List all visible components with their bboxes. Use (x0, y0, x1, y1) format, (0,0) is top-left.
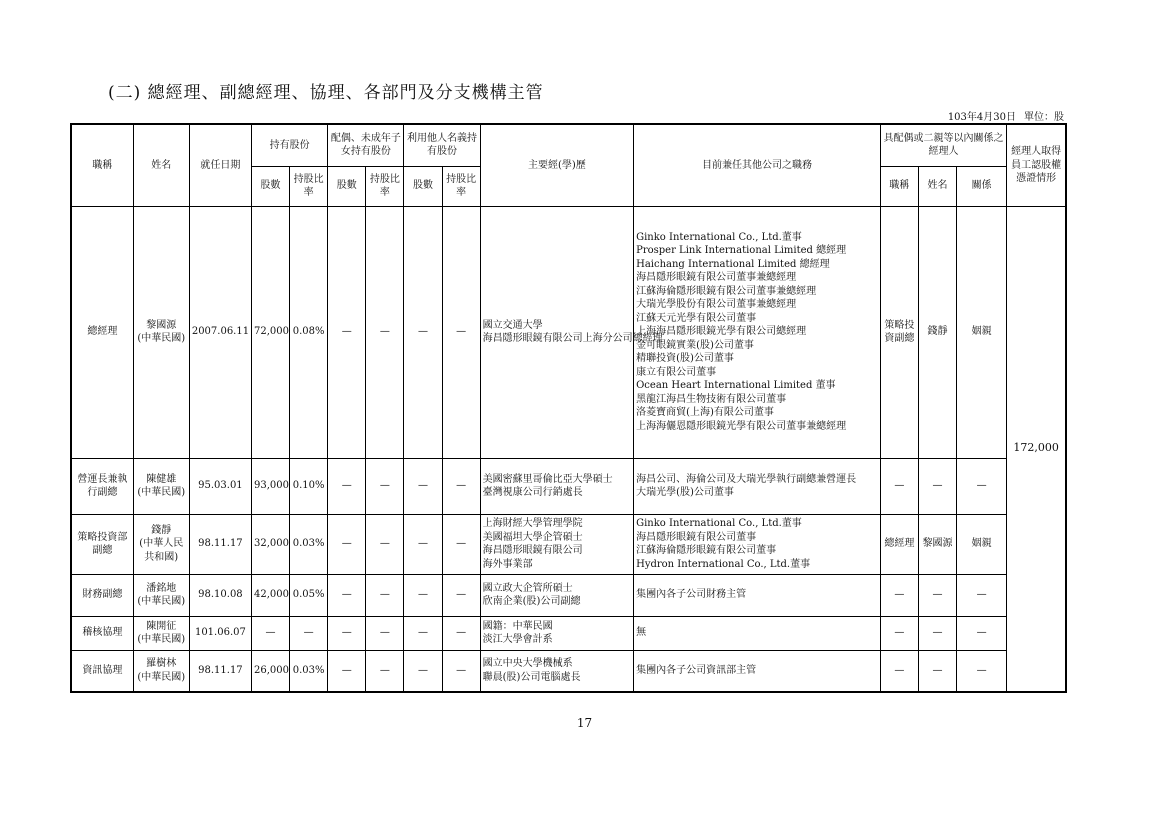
cell-spouse-ratio: — (366, 206, 404, 458)
cell-name-line: 黎國源 (146, 319, 177, 331)
cell-name-line: (中華民國) (137, 596, 186, 607)
cell-ratio: 0.05% (290, 574, 328, 616)
cell-rel-name: — (918, 616, 956, 650)
cell-nominee-shares: — (404, 650, 442, 692)
cell-shares: 42,000 (252, 574, 290, 616)
table-row (71, 458, 1066, 514)
table-row (71, 206, 1066, 458)
cell-experience (480, 206, 663, 458)
cell-experience-line: 國立交通大學 (482, 319, 543, 331)
cell-onboard-date: 98.11.17 (189, 514, 251, 574)
roster-body (71, 206, 1066, 692)
cell-experience (480, 616, 633, 650)
header-experience: 主要經(學)歷 (480, 124, 633, 206)
cell-name (133, 514, 189, 574)
executive-roster-table (70, 123, 1067, 693)
cell-rel-relation: 姻親 (957, 514, 1007, 574)
cell-onboard-date: 98.11.17 (189, 650, 251, 692)
table-row (71, 616, 1066, 650)
cell-rel-position: — (880, 650, 918, 692)
cell-experience-line: 美國福坦大學企管碩士 (482, 531, 583, 543)
cell-shares: 32,000 (252, 514, 290, 574)
cell-rel-relation: — (957, 616, 1007, 650)
cell-concurrent (634, 206, 881, 458)
cell-name (133, 458, 189, 514)
cell-nominee-ratio: — (442, 616, 480, 650)
cell-concurrent-line: 無 (636, 627, 647, 639)
cell-concurrent-line: 江蘇天元光學有限公司董事 (636, 312, 757, 324)
cell-experience-line: 美國密蘇里哥倫比亞大學碩士 (482, 473, 613, 485)
cell-concurrent (634, 574, 881, 616)
cell-spouse-shares: — (328, 458, 366, 514)
cell-name-line: 錢靜 (151, 524, 172, 536)
cell-spouse-ratio: — (366, 616, 404, 650)
header-rel-position: 職稱 (880, 166, 918, 206)
cell-concurrent-line: 上海海儷恩隱形眼鏡光學有限公司董事兼總經理 (636, 420, 847, 432)
cell-experience-line: 臺灣視康公司行銷處長 (482, 487, 583, 498)
header-shareholding: 持有股份 (252, 124, 328, 166)
cell-nominee-shares: — (404, 458, 442, 514)
header-rel-name: 姓名 (918, 166, 956, 206)
cell-name (133, 206, 189, 458)
cell-experience (480, 458, 633, 514)
cell-concurrent-line: Hydron International Co., Ltd.董事 (636, 558, 811, 570)
cell-experience-line: 國籍：中華民國 (482, 620, 553, 632)
cell-concurrent-line: 海昌公司、海倫公司及大瑞光學執行副總兼營運長 (636, 473, 857, 485)
cell-concurrent-line: 海昌隱形眼鏡有限公司董事兼總經理 (636, 272, 797, 284)
cell-rel-position: 策略投資副總 (880, 206, 918, 458)
cell-name (133, 616, 189, 650)
cell-shares: 72,000 (252, 206, 290, 458)
cell-nominee-ratio: — (442, 206, 480, 458)
page-number: 17 (576, 716, 593, 730)
cell-spouse-ratio: — (366, 514, 404, 574)
cell-rel-name: — (918, 574, 956, 616)
header-position: 職稱 (71, 124, 133, 206)
header-warrant: 經理人取得員工認股權憑證情形 (1007, 124, 1066, 206)
cell-shares: 26,000 (252, 650, 290, 692)
cell-experience-line: 國立政大企管所碩士 (482, 582, 573, 594)
cell-spouse-shares: — (328, 574, 366, 616)
cell-name-line: (中華民國) (137, 487, 186, 498)
cell-nominee-ratio: — (442, 650, 480, 692)
cell-concurrent-line: 大瑞光學股份有限公司董事兼總經理 (636, 299, 797, 311)
header-rel-relation: 關係 (957, 166, 1007, 206)
cell-rel-position: 總經理 (880, 514, 918, 574)
cell-experience (480, 514, 633, 574)
cell-onboard-date: 95.03.01 (189, 458, 251, 514)
header-spouse-ratio: 持股比率 (366, 166, 404, 206)
cell-ratio: — (290, 616, 328, 650)
cell-rel-relation: — (957, 458, 1007, 514)
cell-name-line: (中華民國) (137, 333, 186, 344)
header-shares: 股數 (252, 166, 290, 206)
cell-spouse-ratio: — (366, 574, 404, 616)
cell-name-line: 羅樹林 (146, 658, 177, 670)
cell-concurrent-line: Haichang International Limited 總經理 (636, 258, 830, 270)
cell-concurrent-line: 江蘇海倫隱形眼鏡有限公司董事 (636, 545, 777, 556)
cell-nominee-ratio: — (442, 458, 480, 514)
cell-experience-line: 海昌隱形眼鏡有限公司 (482, 545, 583, 556)
cell-position: 策略投資部副總 (71, 514, 133, 574)
cell-nominee-ratio: — (442, 514, 480, 574)
cell-concurrent-line: Ginko International Co., Ltd.董事 (636, 231, 802, 243)
cell-rel-position: — (880, 574, 918, 616)
cell-nominee-shares: — (404, 574, 442, 616)
cell-spouse-shares: — (328, 650, 366, 692)
header-name: 姓名 (133, 124, 189, 206)
header-relatives: 具配偶或二親等以內關係之經理人 (880, 124, 1006, 166)
unit-label: 單位：股 (1024, 112, 1064, 123)
cell-ratio: 0.08% (290, 206, 328, 458)
cell-concurrent-line: 集團內各子公司財務主管 (636, 589, 747, 601)
cell-concurrent-line: 江蘇海倫隱形眼鏡有限公司董事兼總經理 (636, 285, 817, 297)
cell-concurrent-line: 大瑞光學(股)公司董事 (636, 487, 734, 498)
header-onboard-date: 就任日期 (189, 124, 251, 206)
cell-rel-name: — (918, 458, 956, 514)
cell-onboard-date: 101.06.07 (189, 616, 251, 650)
table-row (71, 574, 1066, 616)
cell-rel-name: 錢靜 (918, 206, 956, 458)
cell-concurrent (634, 616, 881, 650)
cell-name (133, 574, 189, 616)
cell-experience (480, 650, 633, 692)
date-unit-line (940, 108, 1064, 123)
cell-experience-line: 淡江大學會計系 (482, 634, 553, 645)
cell-experience-line: 國立中央大學機械系 (482, 658, 573, 670)
cell-spouse-ratio: — (366, 458, 404, 514)
cell-experience-line: 上海財經大學管理學院 (482, 518, 583, 529)
cell-concurrent-line: Prosper Link International Limited 總經理 (636, 245, 847, 257)
cell-name-line: 陳開征 (146, 620, 177, 632)
cell-name-line: 共和國) (144, 551, 179, 563)
cell-position: 稽核協理 (71, 616, 133, 650)
cell-ratio: 0.03% (290, 514, 328, 574)
cell-concurrent-line: 金可眼鏡實業(股)公司董事 (636, 339, 754, 351)
cell-experience-line: 欣南企業(股)公司副總 (482, 596, 581, 607)
cell-position: 財務副總 (71, 574, 133, 616)
cell-position: 總經理 (71, 206, 133, 458)
cell-concurrent-line: 精聯投資(股)公司董事 (636, 353, 734, 365)
cell-position: 資訊協理 (71, 650, 133, 692)
report-date: 103年4月30日 (947, 112, 1016, 123)
header-nominee: 利用他人名義持有股份 (404, 124, 480, 166)
cell-shares: — (252, 616, 290, 650)
cell-concurrent (634, 650, 881, 692)
cell-rel-name: 黎國源 (918, 514, 956, 574)
cell-onboard-date: 98.10.08 (189, 574, 251, 616)
table-row (71, 650, 1066, 692)
cell-concurrent-line: 上海海昌隱形眼鏡光學有限公司總經理 (636, 326, 807, 338)
cell-rel-position: — (880, 616, 918, 650)
cell-concurrent-line: 洛菱寶商貿(上海)有限公司董事 (636, 407, 774, 419)
cell-nominee-shares: — (404, 206, 442, 458)
cell-warrant-total: 172,000 (1007, 206, 1066, 692)
section-title: (二) 總經理、副總經理、協理、各部門及分支機構主管 (108, 83, 544, 103)
header-spouse-minor: 配偶、未成年子女持有股份 (328, 124, 404, 166)
cell-concurrent-line: Ocean Heart International Limited 董事 (636, 380, 836, 392)
header-concurrent: 目前兼任其他公司之職務 (634, 124, 881, 206)
cell-experience-line: 聯晨(股)公司電腦處長 (482, 671, 581, 683)
cell-concurrent-line: 集團內各子公司資訊部主管 (636, 665, 757, 676)
cell-name (133, 650, 189, 692)
header-nominee-ratio: 持股比率 (442, 166, 480, 206)
cell-name-line: (中華人民 (139, 538, 184, 550)
cell-name-line: 潘銘地 (146, 582, 177, 594)
header-spouse-shares: 股數 (328, 166, 366, 206)
cell-position: 營運長兼執行副總 (71, 458, 133, 514)
cell-concurrent-line: 康立有限公司董事 (636, 366, 717, 378)
cell-nominee-shares: — (404, 616, 442, 650)
cell-ratio: 0.10% (290, 458, 328, 514)
cell-experience-line: 海昌隱形眼鏡有限公司上海分公司總經理 (482, 333, 663, 344)
cell-concurrent-line: 黑龍江海昌生物技術有限公司董事 (636, 393, 787, 405)
cell-onboard-date: 2007.06.11 (189, 206, 251, 458)
cell-concurrent-line: Ginko International Co., Ltd.董事 (636, 518, 802, 529)
table-row (71, 514, 1066, 574)
cell-experience (480, 574, 633, 616)
cell-spouse-shares: — (328, 514, 366, 574)
cell-spouse-shares: — (328, 206, 366, 458)
cell-concurrent (634, 514, 881, 574)
cell-ratio: 0.03% (290, 650, 328, 692)
header-nominee-shares: 股數 (404, 166, 442, 206)
cell-rel-relation: 姻親 (957, 206, 1007, 458)
cell-nominee-ratio: — (442, 574, 480, 616)
cell-shares: 93,000 (252, 458, 290, 514)
cell-spouse-shares: — (328, 616, 366, 650)
cell-experience-line: 海外事業部 (482, 558, 533, 570)
cell-concurrent-line: 海昌隱形眼鏡有限公司董事 (636, 531, 757, 543)
cell-spouse-ratio: — (366, 650, 404, 692)
cell-rel-position: — (880, 458, 918, 514)
cell-name-line: (中華民國) (137, 634, 186, 645)
cell-rel-relation: — (957, 574, 1007, 616)
cell-rel-relation: — (957, 650, 1007, 692)
cell-concurrent (634, 458, 881, 514)
cell-rel-name: — (918, 650, 956, 692)
cell-name-line: 陳健雄 (146, 473, 177, 485)
cell-name-line: (中華民國) (137, 671, 186, 683)
header-ratio: 持股比率 (290, 166, 328, 206)
cell-nominee-shares: — (404, 514, 442, 574)
